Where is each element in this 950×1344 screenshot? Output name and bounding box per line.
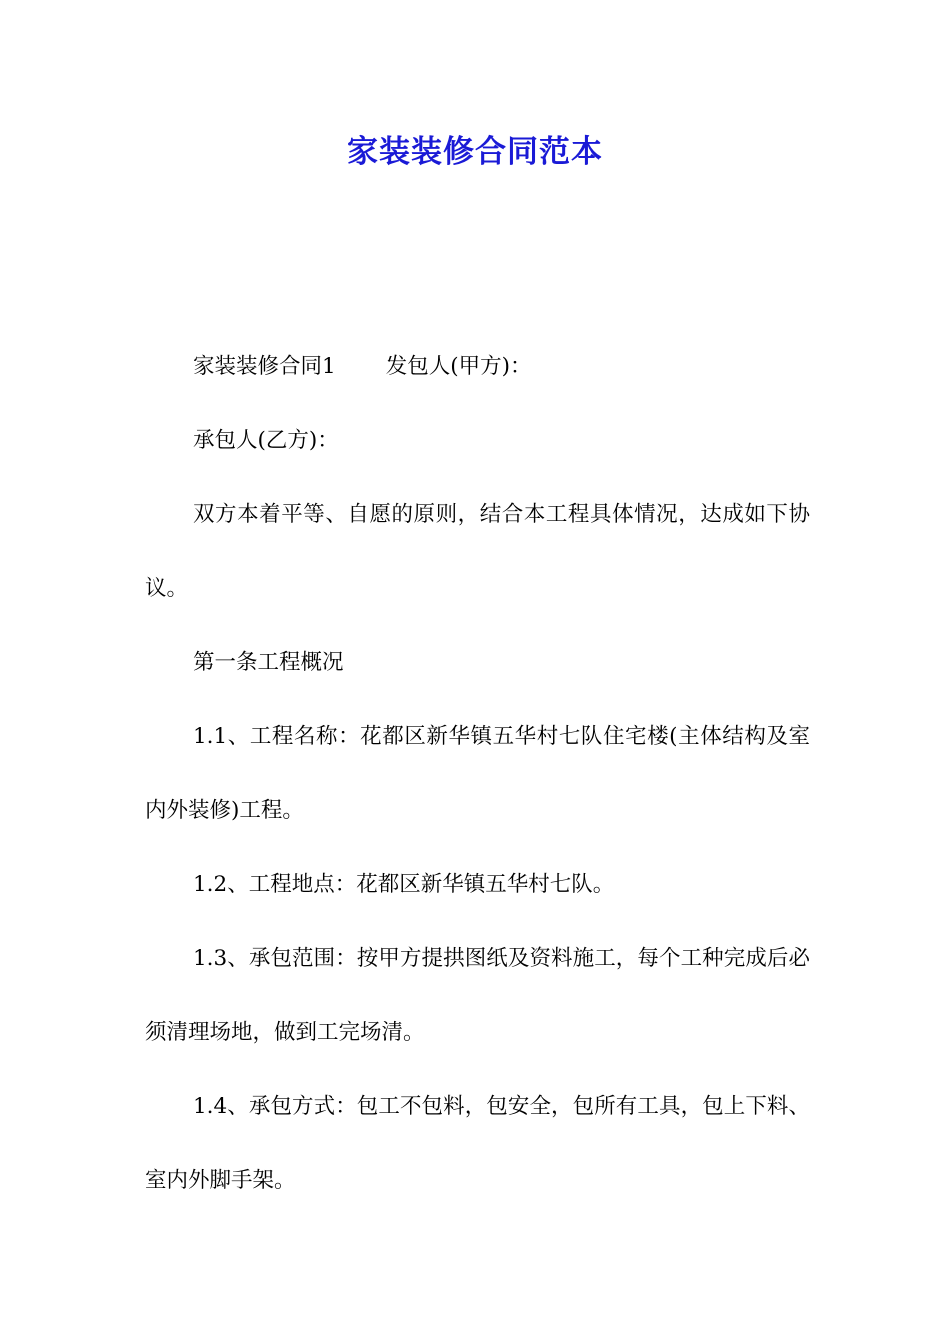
document-body	[145, 330, 810, 1218]
party-b-paragraph: 承包人(乙方)：	[193, 428, 339, 453]
clause-1-4: 1.4、承包方式：包工不包料，包安全，包所有工具，包上下料、室内外脚手架。	[145, 1094, 810, 1193]
clause-1-3: 1.3、承包范围：按甲方提拱图纸及资料施工，每个工种完成后必须清理场地，做到工完场清。	[145, 946, 810, 1045]
section-heading: 第一条工程概况	[193, 650, 344, 675]
clause-1-1: 1.1、工程名称：花都区新华镇五华村七队住宅楼(主体结构及室内外装修)工程。	[145, 724, 810, 823]
clause-1-2: 1.2、工程地点：花都区新华镇五华村七队。	[193, 872, 615, 897]
agreement-intro-paragraph: 双方本着平等、自愿的原则，结合本工程具体情况，达成如下协议。	[145, 502, 810, 601]
party-a-label: 发包人(甲方)：	[385, 354, 532, 379]
document-title: 家装装修合同范本	[347, 134, 603, 170]
opening-line	[145, 330, 810, 404]
contract-number-label: 家装装修合同1	[193, 354, 336, 379]
